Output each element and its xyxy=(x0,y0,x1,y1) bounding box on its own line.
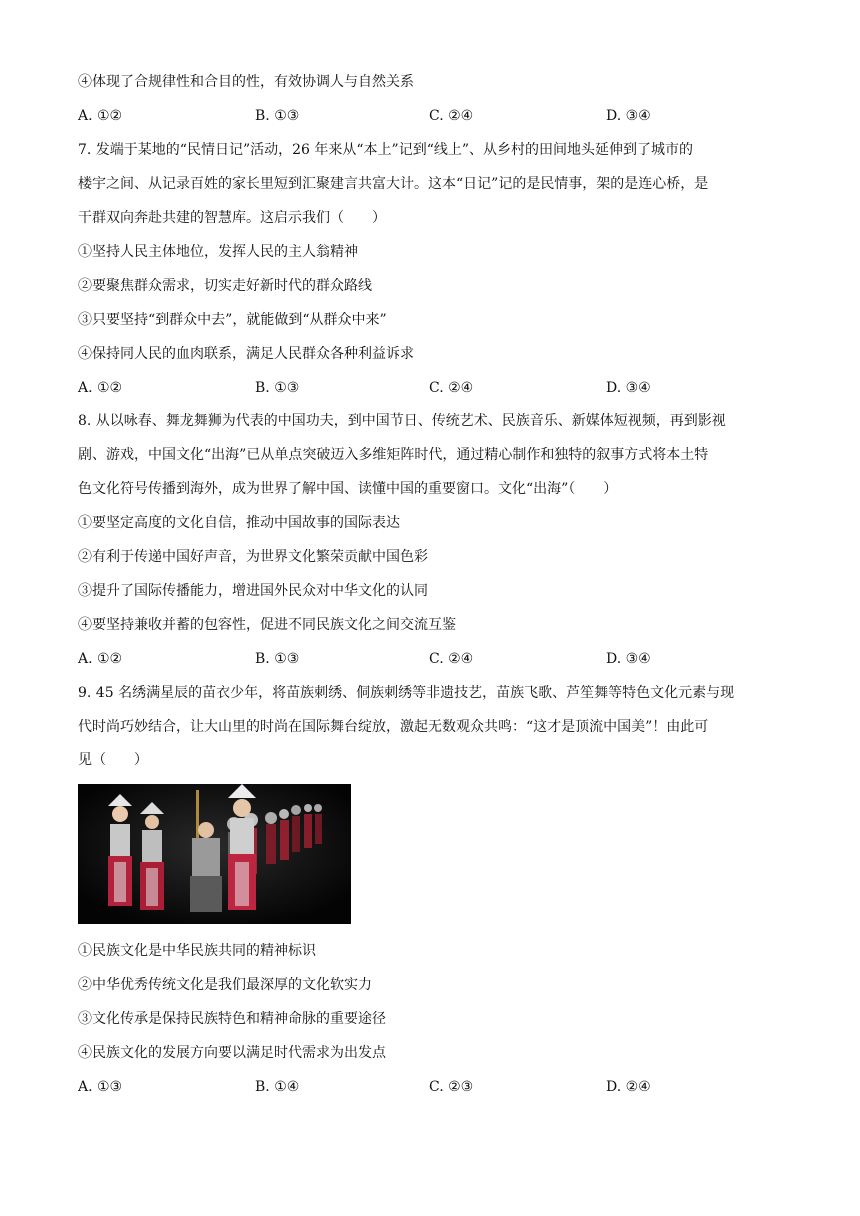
q8-statement-2: ②有利于传递中国好声音，为世界文化繁荣贡献中国色彩 xyxy=(78,549,428,565)
q8-options xyxy=(78,649,788,669)
q8-option-d[interactable]: D. ③④ xyxy=(606,651,651,667)
q8-statement-1: ①要坚定高度的文化自信，推动中国故事的国际表达 xyxy=(78,515,400,531)
q9-option-d[interactable]: D. ②④ xyxy=(606,1079,651,1095)
q9-statement-2: ②中华优秀传统文化是我们最深厚的文化软实力 xyxy=(78,977,372,993)
q7-statement-1: ①坚持人民主体地位，发挥人民的主人翁精神 xyxy=(78,244,358,260)
q9-option-c[interactable]: C. ②③ xyxy=(429,1079,474,1095)
q8-statement-3: ③提升了国际传播能力，增进国外民众对中华文化的认同 xyxy=(78,583,428,599)
q7-option-a[interactable]: A. ①② xyxy=(78,380,123,396)
q7-stem-line: 7. 发端于某地的“民情日记”活动，26 年来从“本上”记到“线上”、从乡村的田间地头延伸到了城市的 xyxy=(78,142,694,158)
miao-costume-performance-photo xyxy=(78,784,351,924)
q6-option-a[interactable]: A. ①② xyxy=(78,108,123,124)
q9-stem-line: 见（ ） xyxy=(78,752,148,768)
q7-option-d[interactable]: D. ③④ xyxy=(606,380,651,396)
q8-option-c[interactable]: C. ②④ xyxy=(429,651,474,667)
q6-options xyxy=(78,106,788,126)
q9-statement-4: ④民族文化的发展方向要以满足时代需求为出发点 xyxy=(78,1045,386,1061)
q8-statement-4: ④要坚持兼收并蓄的包容性，促进不同民族文化之间交流互鉴 xyxy=(78,617,456,633)
q9-stem-line: 代时尚巧妙结合，让大山里的时尚在国际舞台绽放，激起无数观众共鸣：“这才是顶流中国美”！由此可 xyxy=(78,719,709,735)
q7-options xyxy=(78,378,788,398)
q8-option-b[interactable]: B. ①③ xyxy=(255,651,300,667)
q9-option-b[interactable]: B. ①④ xyxy=(255,1079,300,1095)
q7-option-c[interactable]: C. ②④ xyxy=(429,380,474,396)
q6-option-b[interactable]: B. ①③ xyxy=(255,108,300,124)
q7-statement-2: ②要聚焦群众需求，切实走好新时代的群众路线 xyxy=(78,278,372,294)
q6-statement-4: ④体现了合规律性和合目的性，有效协调人与自然关系 xyxy=(78,74,414,90)
q7-statement-4: ④保持同人民的血肉联系，满足人民群众各种利益诉求 xyxy=(78,346,414,362)
q6-option-c[interactable]: C. ②④ xyxy=(429,108,474,124)
q8-stem-line: 色文化符号传播到海外，成为世界了解中国、读懂中国的重要窗口。文化“出海”（ ） xyxy=(78,481,618,497)
q9-stem-line: 9. 45 名绣满星辰的苗衣少年，将苗族刺绣、侗族刺绣等非遗技艺，苗族飞歌、芦笙舞等特色文化元素与现 xyxy=(78,685,735,701)
q9-option-a[interactable]: A. ①③ xyxy=(78,1079,123,1095)
q7-option-b[interactable]: B. ①③ xyxy=(255,380,300,396)
q7-stem-line: 楼宇之间、从记录百姓的家长里短到汇聚建言共富大计。这本“日记”记的是民情事，架的是连心桥，是 xyxy=(78,176,709,192)
q7-stem-line: 干群双向奔赴共建的智慧库。这启示我们（ ） xyxy=(78,210,386,226)
q8-stem-line: 8. 从以咏春、舞龙舞狮为代表的中国功夫，到中国节日、传统艺术、民族音乐、新媒体短视频，再到影视 xyxy=(78,413,726,429)
q8-stem-line: 剧、游戏，中国文化“出海”已从单点突破迈入多维矩阵时代，通过精心制作和独特的叙事方式将本土特 xyxy=(78,447,709,463)
q6-option-d[interactable]: D. ③④ xyxy=(606,108,651,124)
q9-statement-1: ①民族文化是中华民族共同的精神标识 xyxy=(78,943,316,959)
q9-options xyxy=(78,1077,788,1097)
q8-option-a[interactable]: A. ①② xyxy=(78,651,123,667)
q9-statement-3: ③文化传承是保持民族特色和精神命脉的重要途径 xyxy=(78,1011,386,1027)
q7-statement-3: ③只要坚持“到群众中去”，就能做到“从群众中来” xyxy=(78,312,387,328)
